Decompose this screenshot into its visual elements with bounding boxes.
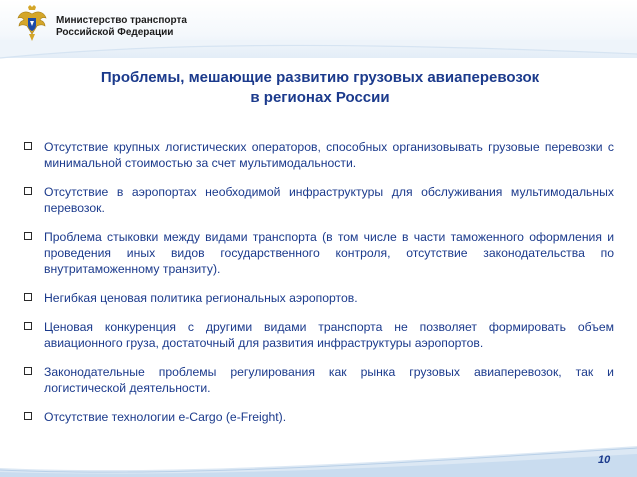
list-item xyxy=(24,319,614,351)
footer-wave-decoration xyxy=(0,440,637,477)
list-item-text: Ценовая конкуренция с другими видами транспорта не позволяет формировать объем авиационного груза, достаточный для развития инфраструктуры аэропортов. xyxy=(44,320,614,350)
square-bullet-icon xyxy=(24,232,32,240)
list-item-text: Негибкая ценовая политика региональных аэропортов. xyxy=(44,291,358,305)
slide-title-line-1: Проблемы, мешающие развитию грузовых авиаперевозок xyxy=(100,69,540,86)
square-bullet-icon xyxy=(24,322,32,330)
list-item xyxy=(24,184,614,216)
list-item xyxy=(24,290,614,306)
list-item xyxy=(24,139,614,171)
square-bullet-icon xyxy=(24,187,32,195)
list-item-text: Отсутствие крупных логистических операторов, способных организовывать грузовые перевозки с минимальной стоимостью за счет мультимодальности. xyxy=(44,140,614,170)
header-wave-decoration xyxy=(0,40,637,70)
square-bullet-icon xyxy=(24,293,32,301)
problems-list xyxy=(24,139,614,425)
double-headed-eagle-emblem-icon xyxy=(16,4,48,44)
list-item xyxy=(24,409,614,425)
list-item xyxy=(24,364,614,396)
square-bullet-icon xyxy=(24,142,32,150)
ministry-line-1: Министерство транспорта xyxy=(56,15,187,26)
ministry-line-2: Российской Федерации xyxy=(56,27,174,38)
list-item-text: Отсутствие технологии e-Cargo (e-Freight). xyxy=(44,410,287,424)
square-bullet-icon xyxy=(24,367,32,375)
list-item-text: Проблема стыковки между видами транспорта (в том числе в части таможенного оформления и проведения иных видов государственного контроля, отсутствие законодательства по внутритаможенному транзиту). xyxy=(44,230,614,276)
list-item xyxy=(24,229,614,277)
ministry-name xyxy=(56,15,187,39)
page-number: 10 xyxy=(598,454,611,466)
list-item-text: Законодательные проблемы регулирования как рынка грузовых авиаперевозок, так и логистической деятельности. xyxy=(44,365,614,395)
list-item-text: Отсутствие в аэропортах необходимой инфраструктуры для обслуживания мультимодальных перевозок. xyxy=(44,185,614,215)
slide-title xyxy=(40,68,600,108)
slide-title-line-2: в регионах России xyxy=(250,89,390,106)
square-bullet-icon xyxy=(24,412,32,420)
